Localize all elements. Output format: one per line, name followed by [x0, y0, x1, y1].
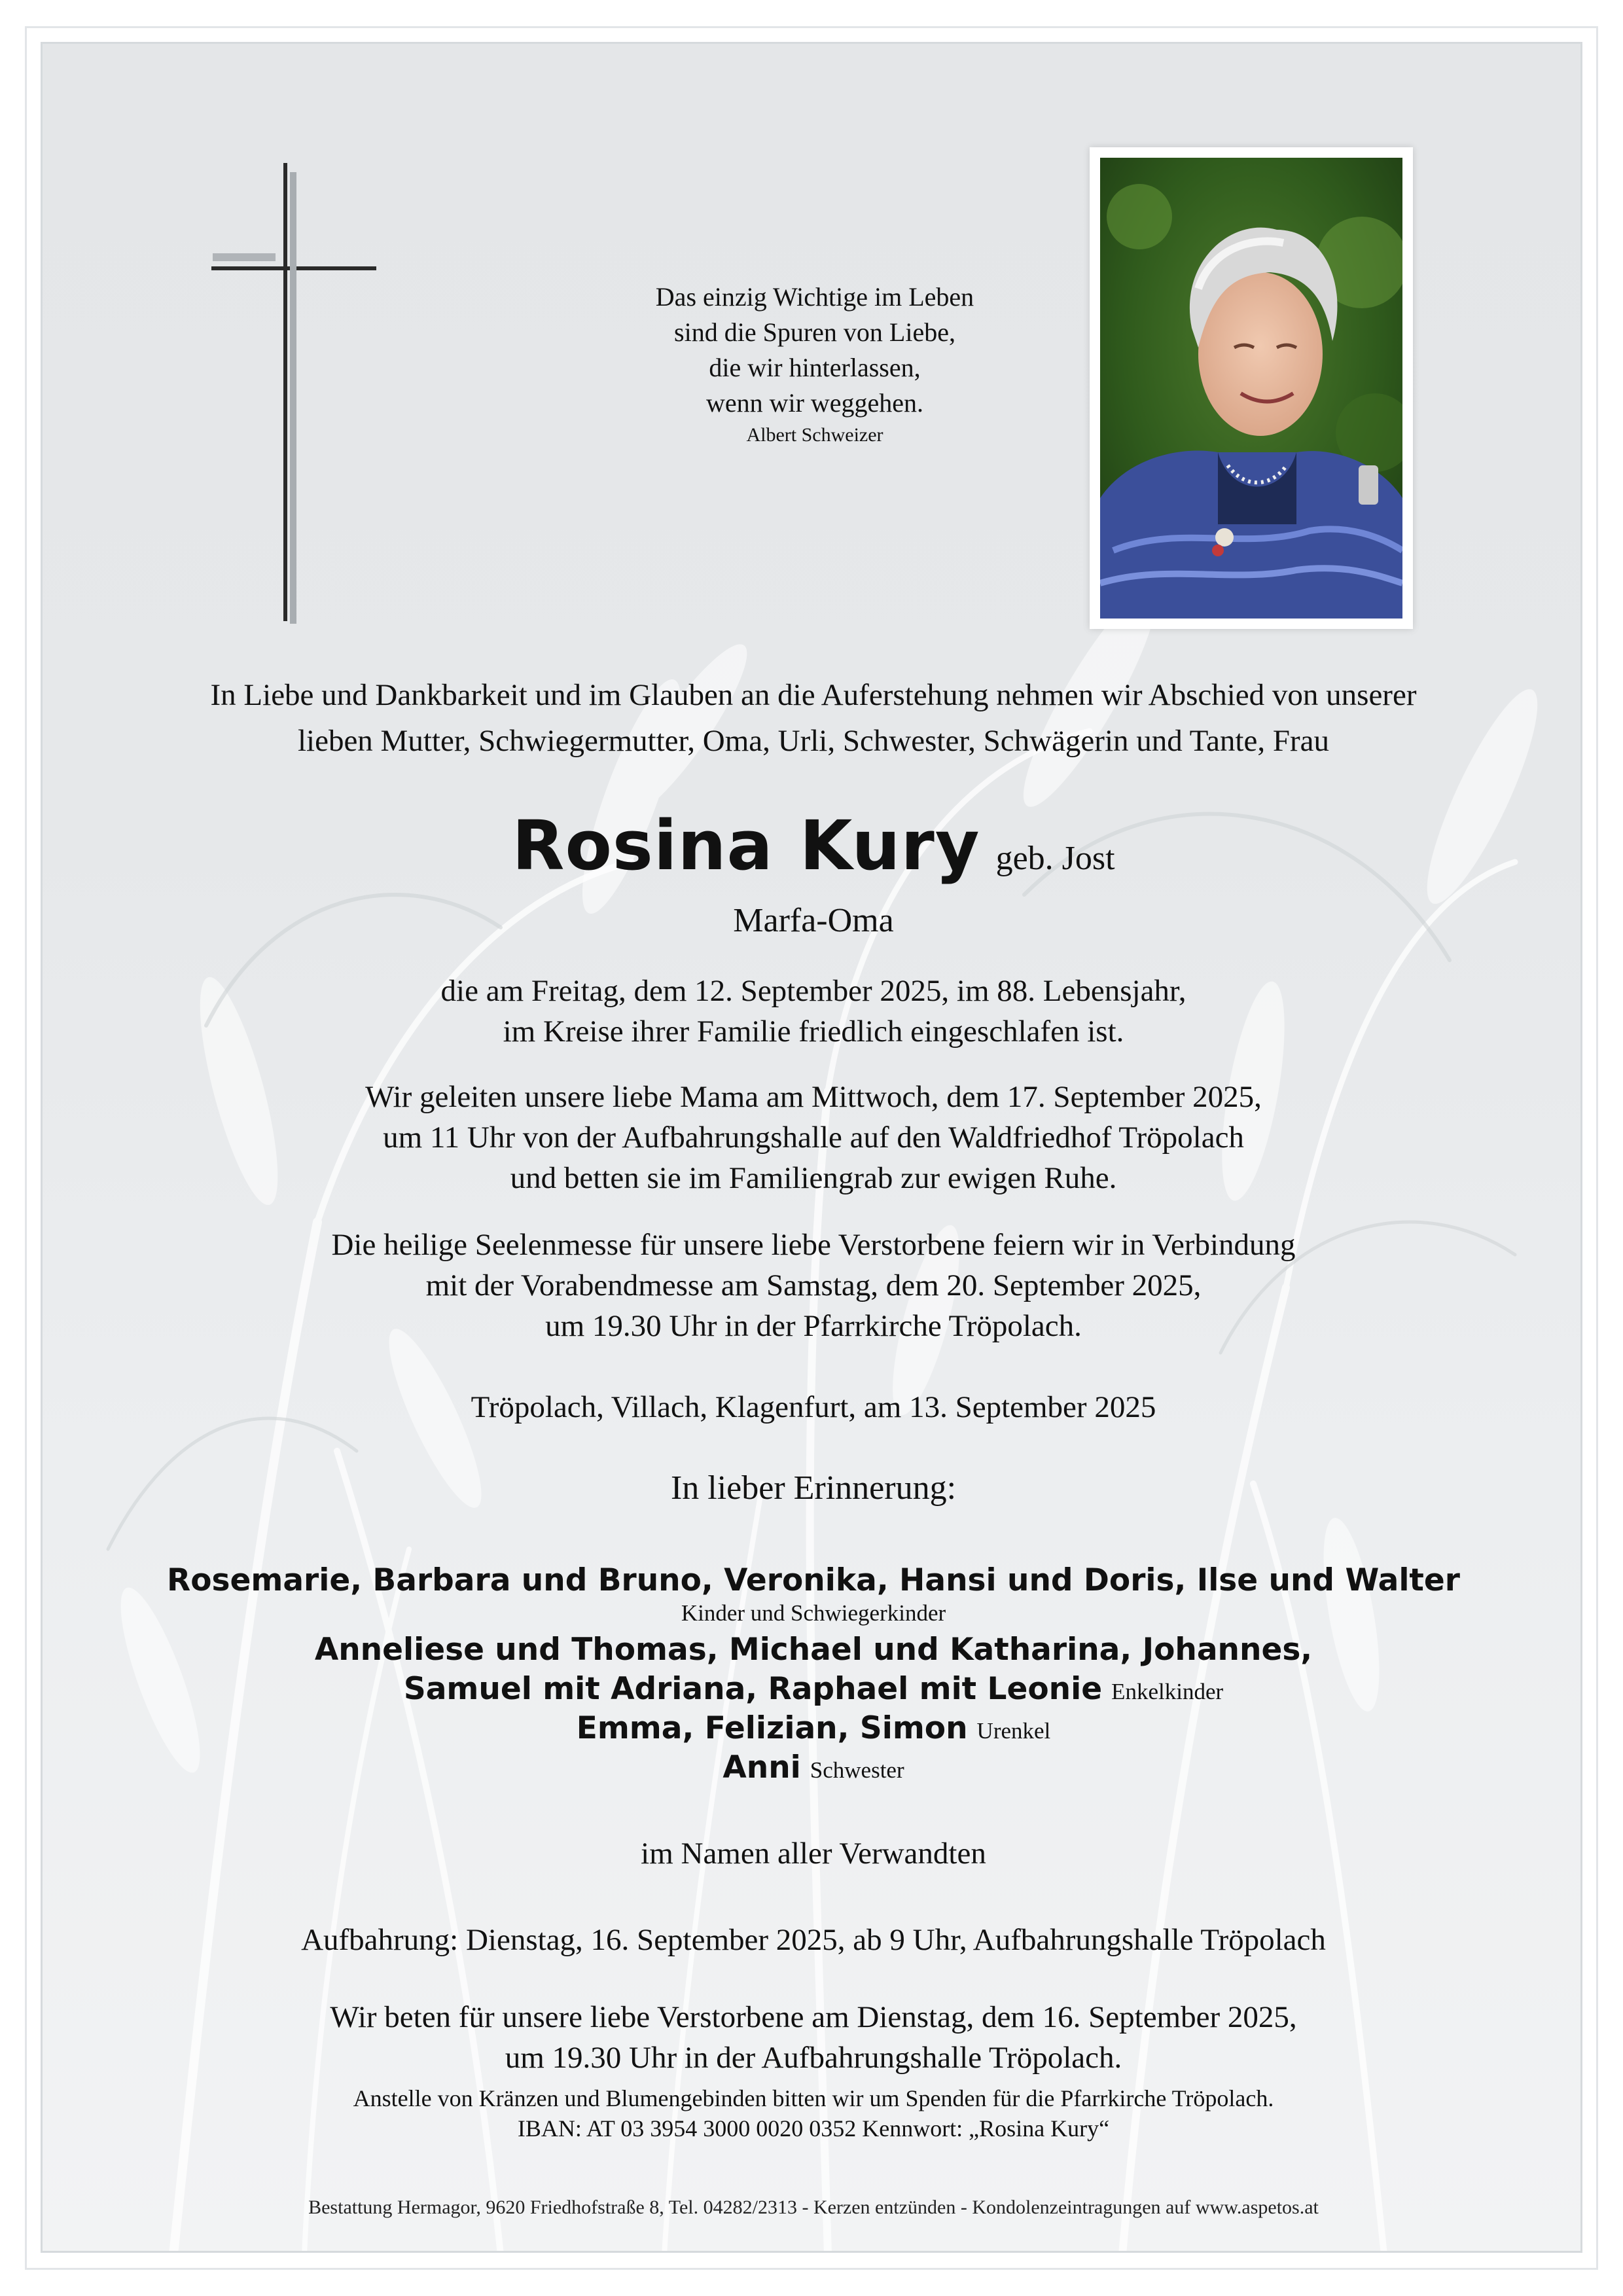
- death-notice-line: die am Freitag, dem 12. September 2025, im 88. Lebensjahr,: [440, 974, 1186, 1008]
- birth-name: geb. Jost: [995, 840, 1115, 877]
- funeral-line: um 11 Uhr von der Aufbahrungshalle auf den Waldfriedhof Tröpolach: [383, 1121, 1244, 1155]
- mass-line: mit der Vorabendmesse am Samstag, dem 20. September 2025,: [425, 1268, 1202, 1302]
- death-notice: [108, 971, 1519, 1052]
- grandchildren-line-2: [108, 1670, 1519, 1712]
- donation-request: Anstelle von Kränzen und Blumengebinden bitten wir um Spenden für die Pfarrkirche Tröpolach.: [353, 2085, 1274, 2111]
- great-grandchildren-role: Urenkel: [976, 1718, 1051, 1744]
- great-grandchildren: [108, 1709, 1519, 1751]
- sister-role: Schwester: [810, 1757, 904, 1783]
- obituary-card: [41, 42, 1582, 2253]
- quote-block: [488, 279, 1142, 450]
- nickname: Marfa-Oma: [733, 902, 894, 939]
- memory-heading: In lieber Erinnerung:: [670, 1469, 957, 1507]
- funeral-line: Wir geleiten unsere liebe Mama am Mittwoch, dem 17. September 2025,: [365, 1080, 1262, 1114]
- sister-name: Anni: [722, 1749, 801, 1785]
- prayer-line: um 19.30 Uhr in der Aufbahrungshalle Tröpolach.: [505, 2041, 1122, 2075]
- place-date: Tröpolach, Villach, Klagenfurt, am 13. September 2025: [471, 1390, 1156, 1424]
- grandchildren-line-1: Anneliese und Thomas, Michael und Katharina, Johannes,: [314, 1632, 1313, 1668]
- death-notice-line: im Kreise ihrer Familie friedlich eingeschlafen ist.: [503, 1014, 1124, 1049]
- great-grandchildren-names: Emma, Felizian, Simon: [576, 1710, 968, 1746]
- portrait-photo: [1100, 158, 1402, 619]
- prayer-line: Wir beten für unsere liebe Verstorbene am Dienstag, dem 16. September 2025,: [330, 2000, 1297, 2034]
- quote-line: sind die Spuren von Liebe,: [674, 317, 955, 347]
- donation-iban: IBAN: AT 03 3954 3000 0020 0352 Kennwort: „Rosina Kury“: [517, 2115, 1110, 2142]
- grandchildren-names: Samuel mit Adriana, Raphael mit Leonie: [403, 1671, 1103, 1707]
- quote-line: Das einzig Wichtige im Leben: [655, 282, 974, 312]
- last-name: Kury: [799, 806, 980, 886]
- grandchildren-role: Enkelkinder: [1111, 1679, 1224, 1704]
- quote-line: die wir hinterlassen,: [709, 353, 921, 382]
- sister: [108, 1748, 1519, 1790]
- children-names: Rosemarie, Barbara und Bruno, Veronika, Hansi und Doris, Ilse und Walter: [167, 1562, 1460, 1598]
- quote-line: wenn wir weggehen.: [705, 388, 924, 418]
- intro-text: [108, 672, 1519, 764]
- funeral-line: und betten sie im Familiengrab zur ewigen Ruhe.: [510, 1161, 1117, 1195]
- mass-info: [108, 1225, 1519, 1346]
- mass-line: Die heilige Seelenmesse für unsere liebe Verstorbene feiern wir in Verbindung: [331, 1228, 1296, 1262]
- mass-line: um 19.30 Uhr in der Pfarrkirche Tröpolach.: [545, 1309, 1082, 1343]
- viewing-info: Aufbahrung: Dienstag, 16. September 2025, ab 9 Uhr, Aufbahrungshalle Tröpolach: [301, 1923, 1326, 1957]
- children-role: Kinder und Schwiegerkinder: [681, 1600, 946, 1626]
- quote-author: Albert Schweizer: [746, 424, 883, 446]
- prayer-info: [108, 1997, 1519, 2078]
- intro-line: lieben Mutter, Schwiegermutter, Oma, Urli, Schwester, Schwägerin und Tante, Frau: [297, 724, 1330, 758]
- funeral-info: [108, 1077, 1519, 1198]
- on-behalf: im Namen aller Verwandten: [641, 1837, 986, 1871]
- footer-funeral-home: Bestattung Hermagor, 9620 Friedhofstraße 8, Tel. 04282/2313 - Kerzen entzünden - Kondolenzeintragungen auf www.aspetos.at: [308, 2197, 1319, 2218]
- intro-line: In Liebe und Dankbarkeit und im Glauben an die Auferstehung nehmen wir Abschied von unserer: [210, 678, 1417, 712]
- first-name: Rosina: [512, 806, 774, 886]
